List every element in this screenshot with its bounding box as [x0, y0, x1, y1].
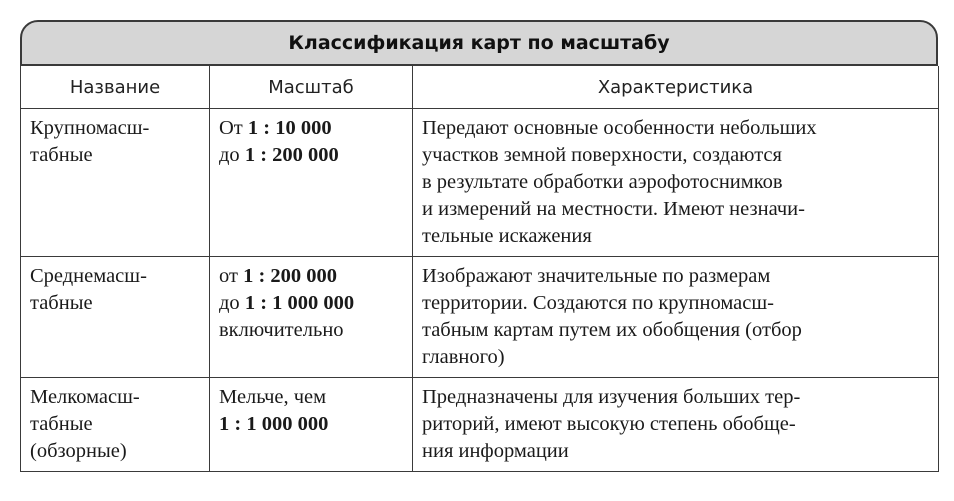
desc-line: Предназначены для изучения больших тер-	[422, 386, 801, 408]
cell-description	[413, 109, 939, 257]
scale-prefix: Мельче, чем	[219, 386, 327, 408]
header-row	[21, 66, 939, 109]
desc-line: табным картам путем их обобщения (отбор	[422, 319, 802, 341]
scale-prefix: от	[219, 265, 244, 287]
scale-value: 1 : 1 000 000	[244, 292, 355, 314]
cell-scale	[210, 109, 413, 257]
scale-line	[219, 384, 404, 411]
scale-prefix: От	[219, 117, 248, 139]
desc-line: и измерений на местности. Имеют незначи-	[422, 198, 805, 220]
desc-line: Изображают значительные по размерам	[422, 265, 771, 287]
scale-value: 1 : 200 000	[244, 144, 339, 166]
name-line: табные	[30, 413, 93, 435]
scale-prefix: до	[219, 292, 245, 314]
scale-prefix: до	[219, 144, 245, 166]
desc-line: риторий, имеют высокую степень обобще-	[422, 413, 796, 435]
scale-line	[219, 290, 404, 317]
cell-scale	[210, 257, 413, 378]
name-line: Мелкомасш-	[30, 386, 140, 408]
name-line: (обзорные)	[30, 440, 127, 462]
desc-line: в результате обработки аэрофотоснимков	[422, 171, 783, 193]
header-name: Название	[21, 66, 210, 109]
desc-line: тельные искажения	[422, 225, 592, 247]
desc-line: главного)	[422, 346, 505, 368]
cell-description	[413, 378, 939, 472]
scale-prefix: включительно	[219, 319, 344, 341]
desc-line: территории. Создаются по крупномасш-	[422, 292, 774, 314]
cell-scale	[210, 378, 413, 472]
table-row-small-scale	[21, 378, 939, 472]
cell-name	[21, 257, 210, 378]
header-scale: Масштаб	[210, 66, 413, 109]
name-line: Крупномасш-	[30, 117, 150, 139]
name-line: табные	[30, 144, 93, 166]
scale-line	[219, 317, 404, 344]
scale-line	[219, 411, 404, 438]
scale-line	[219, 263, 404, 290]
table-row-large-scale	[21, 109, 939, 257]
scale-classification-table	[20, 20, 938, 472]
desc-line: ния информации	[422, 440, 569, 462]
scale-value: 1 : 1 000 000	[219, 413, 329, 435]
desc-line: Передают основные особенности небольших	[422, 117, 817, 139]
scale-value: 1 : 10 000	[247, 117, 332, 139]
desc-line: участков земной поверхности, создаются	[422, 144, 782, 166]
classification-grid	[20, 66, 939, 472]
name-line: Среднемасш-	[30, 265, 147, 287]
table-row-medium-scale	[21, 257, 939, 378]
cell-name	[21, 109, 210, 257]
scale-line	[219, 115, 404, 142]
name-line: табные	[30, 292, 93, 314]
header-characteristics: Характеристика	[413, 66, 939, 109]
scale-line	[219, 142, 404, 169]
cell-name	[21, 378, 210, 472]
scale-value: 1 : 200 000	[243, 265, 338, 287]
cell-description	[413, 257, 939, 378]
table-title: Классификация карт по масштабу	[20, 20, 938, 66]
